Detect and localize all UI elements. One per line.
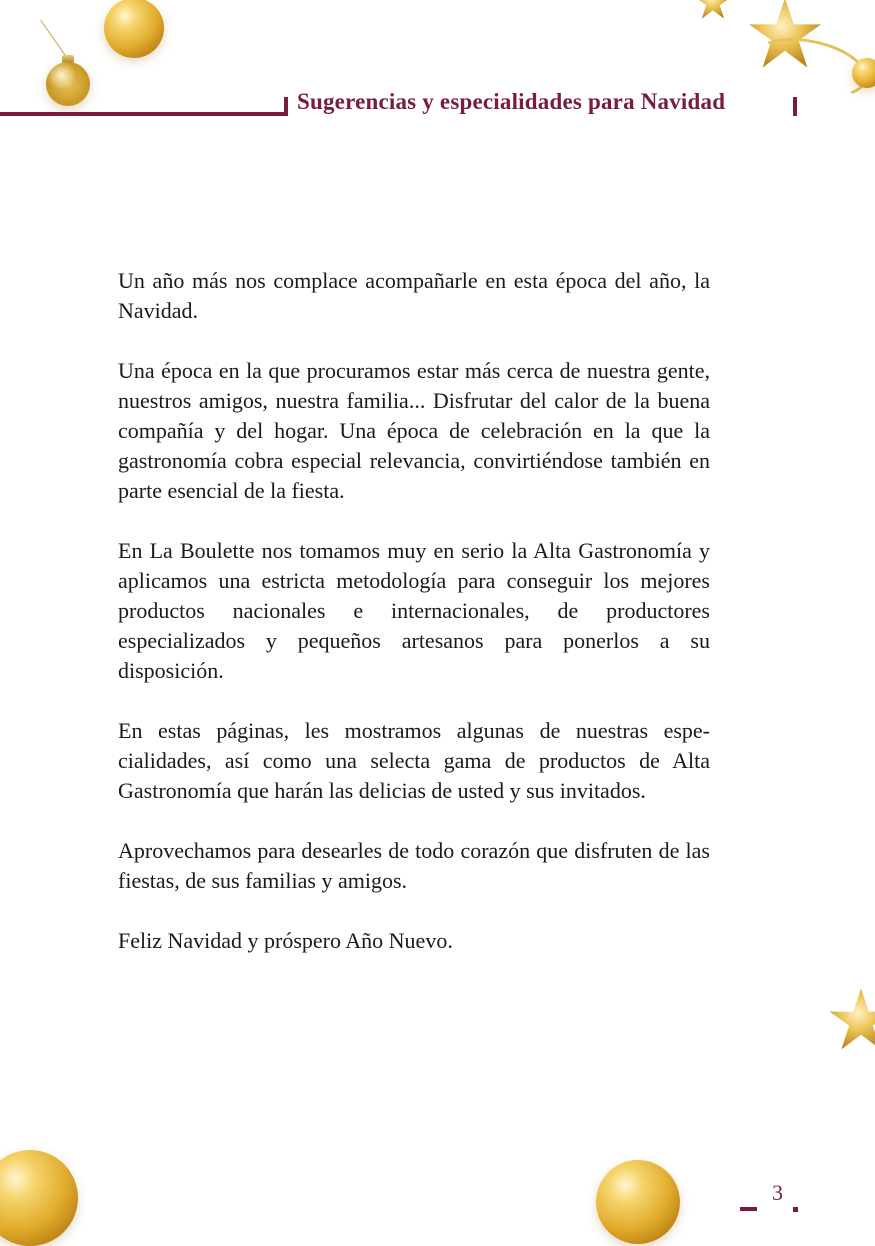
page-number: 3: [772, 1180, 783, 1206]
page-number-dot: [793, 1207, 798, 1212]
christmas-ornament-icon: [596, 1160, 680, 1244]
header-tick-right: [793, 97, 797, 116]
paragraph: En estas páginas, les mostramos algunas de nuestras especialidades, así como una selecta gama de productos de Alta Gastronomía que harán las delicias de usted y sus invitados.: [118, 716, 710, 806]
paragraph: Una época en la que procuramos estar más cerca de nuestra gente, nuestros amigos, nuestra familia... Disfrutar del calor de la buena compañía y del hogar. Una época de celebración en la que la gastronomía cobra especial relevancia, convirtiéndose también en parte esencial de la fiesta.: [118, 356, 710, 506]
body-text: [118, 266, 710, 986]
gold-star-icon: [826, 980, 875, 1060]
paragraph: Un año más nos complace acompañarle en esta época del año, la Navidad.: [118, 266, 710, 326]
christmas-ornament-icon: [46, 62, 90, 106]
paragraph: Aprovechamos para desearles de todo corazón que disfruten de las fiestas, de sus familias y amigos.: [118, 836, 710, 896]
header-rule: [0, 112, 287, 116]
christmas-ornament-icon: [852, 58, 875, 88]
paragraph: Feliz Navidad y próspero Año Nuevo.: [118, 926, 710, 956]
christmas-ornament-icon: [104, 0, 164, 58]
christmas-ornament-icon: [0, 1150, 78, 1246]
paragraph: En La Boulette nos tomamos muy en serio la Alta Gastronomía y aplicamos una estricta metodología para conseguir los mejores productos nacionales e internacionales, de productores especializados y pequeños artesanos para ponerlos a su disposición.: [118, 536, 710, 686]
header-tick-left: [284, 97, 288, 116]
page-title: Sugerencias y especialidades para Navidad: [297, 89, 789, 115]
page-number-dash: [740, 1207, 757, 1211]
gold-star-icon: [690, 0, 736, 22]
